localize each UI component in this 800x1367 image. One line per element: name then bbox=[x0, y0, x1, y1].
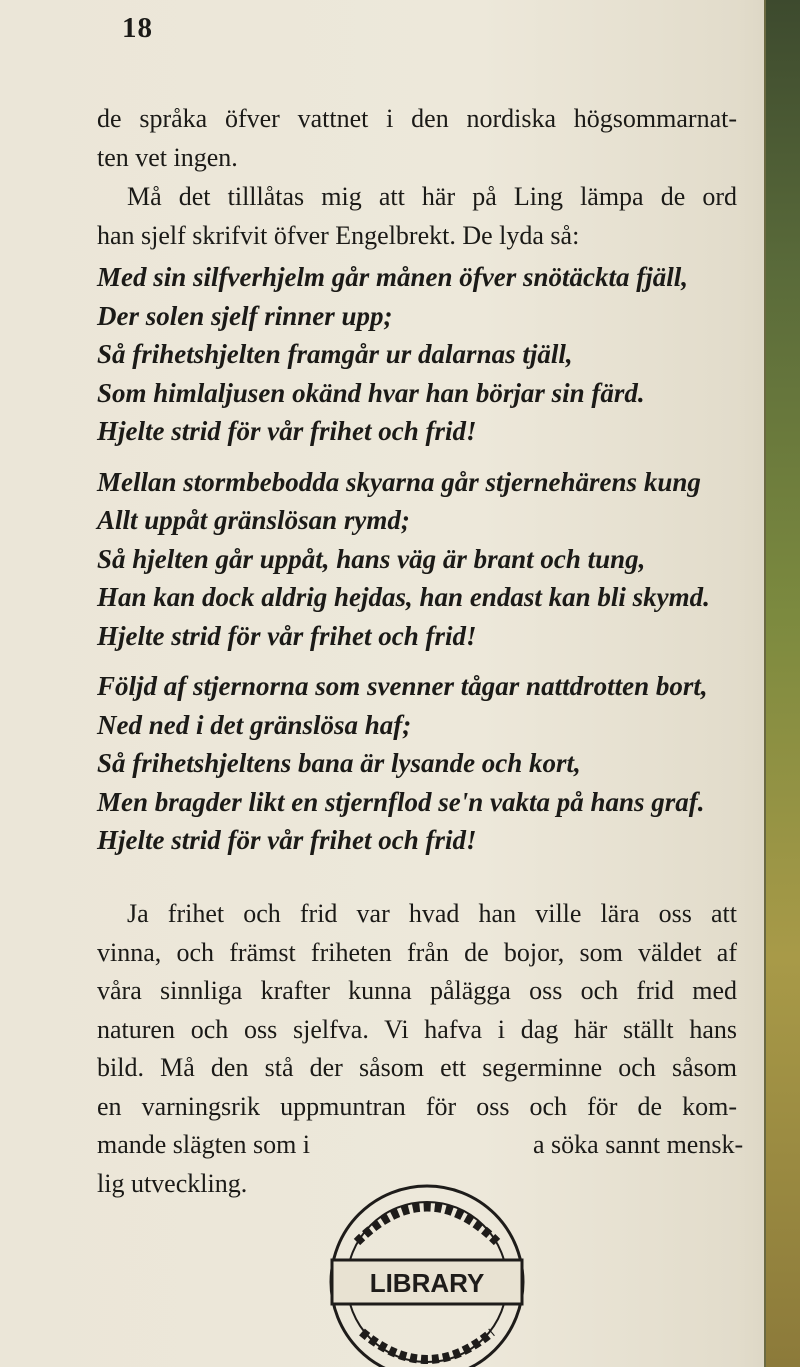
closing-line-8: lig utveckling. bbox=[97, 1168, 248, 1198]
closing-line-3: våra sinnliga krafter kunna pålägga oss och frid med bbox=[97, 976, 737, 1005]
verse-line: Men bragder likt en stjernflod se'n vakta på hans graf. bbox=[97, 786, 705, 817]
closing-line-2: vinna, och främst friheten från de bojor, som väldet af bbox=[97, 937, 737, 967]
opening-paragraph bbox=[97, 100, 737, 177]
opening-line-1: de språka öfver vattnet i den nordiska högsommarnat- bbox=[97, 104, 737, 133]
verse-line: Mellan stormbebodda skyarna går stjernehärens kung bbox=[97, 466, 701, 497]
opening-line-2: ten vet ingen. bbox=[97, 142, 238, 172]
verse-line: Så frihetshjelten framgår ur dalarnas tjäll, bbox=[97, 339, 573, 369]
page-number: 18 bbox=[122, 12, 153, 44]
refrain-line: Hjelte strid för vår frihet och frid! bbox=[97, 825, 477, 855]
closing-line-7-left: mande slägten som i bbox=[97, 1130, 311, 1159]
library-stamp-icon bbox=[312, 1172, 542, 1367]
intro-line-2: han sjelf skrifvit öfver Engelbrekt. De lyda så: bbox=[97, 220, 580, 250]
verse-line: Ned ned i det gränslösa haf; bbox=[97, 709, 412, 740]
verse-line: Allt uppåt gränslösan rymd; bbox=[97, 505, 410, 535]
refrain-line: Hjelte strid för vår frihet och frid! bbox=[97, 416, 477, 446]
closing-line-7-right: a söka sannt mensk- bbox=[533, 1130, 744, 1159]
closing-line-7 bbox=[97, 1126, 744, 1165]
verse-line: Der solen sjelf rinner upp; bbox=[97, 300, 393, 331]
refrain-line: Hjelte strid för vår frihet och frid! bbox=[97, 620, 477, 651]
intro-paragraph bbox=[97, 178, 737, 255]
poem-stanza-3 bbox=[97, 667, 747, 860]
closing-line-4: naturen och oss sjelfva. Vi hafva i dag här ställt hans bbox=[97, 1014, 737, 1044]
closing-line-1: Ja frihet och frid var hvad han ville lära oss att bbox=[127, 899, 737, 928]
closing-line-5: bild. Må den stå der såsom ett segerminne och såsom bbox=[97, 1053, 737, 1082]
verse-line: Så hjelten går uppåt, hans väg är brant och tung, bbox=[97, 543, 646, 574]
poem-stanza-2 bbox=[97, 463, 747, 656]
poem-stanza-1 bbox=[97, 258, 747, 451]
intro-line-1: Må det tilllåtas mig att här på Ling lämpa de ord bbox=[127, 182, 737, 211]
verse-line: Så frihetshjeltens bana är lysande och kort, bbox=[97, 748, 581, 778]
verse-line: Med sin silfverhjelm går månen öfver snötäckta fjäll, bbox=[97, 262, 688, 292]
verse-line: Som himlaljusen okänd hvar han börjar sin färd. bbox=[97, 377, 645, 408]
closing-paragraph bbox=[97, 895, 744, 1203]
page-edge-binding bbox=[764, 0, 800, 1367]
poem bbox=[97, 258, 747, 872]
verse-line: Han kan dock aldrig hejdas, han endast kan bli skymd. bbox=[97, 582, 710, 612]
stamp-label: LIBRARY bbox=[369, 1268, 485, 1298]
verse-line: Följd af stjernorna som svenner tågar nattdrotten bort, bbox=[97, 671, 708, 701]
closing-line-6: en varningsrik uppmuntran för oss och för de kom- bbox=[97, 1091, 737, 1121]
